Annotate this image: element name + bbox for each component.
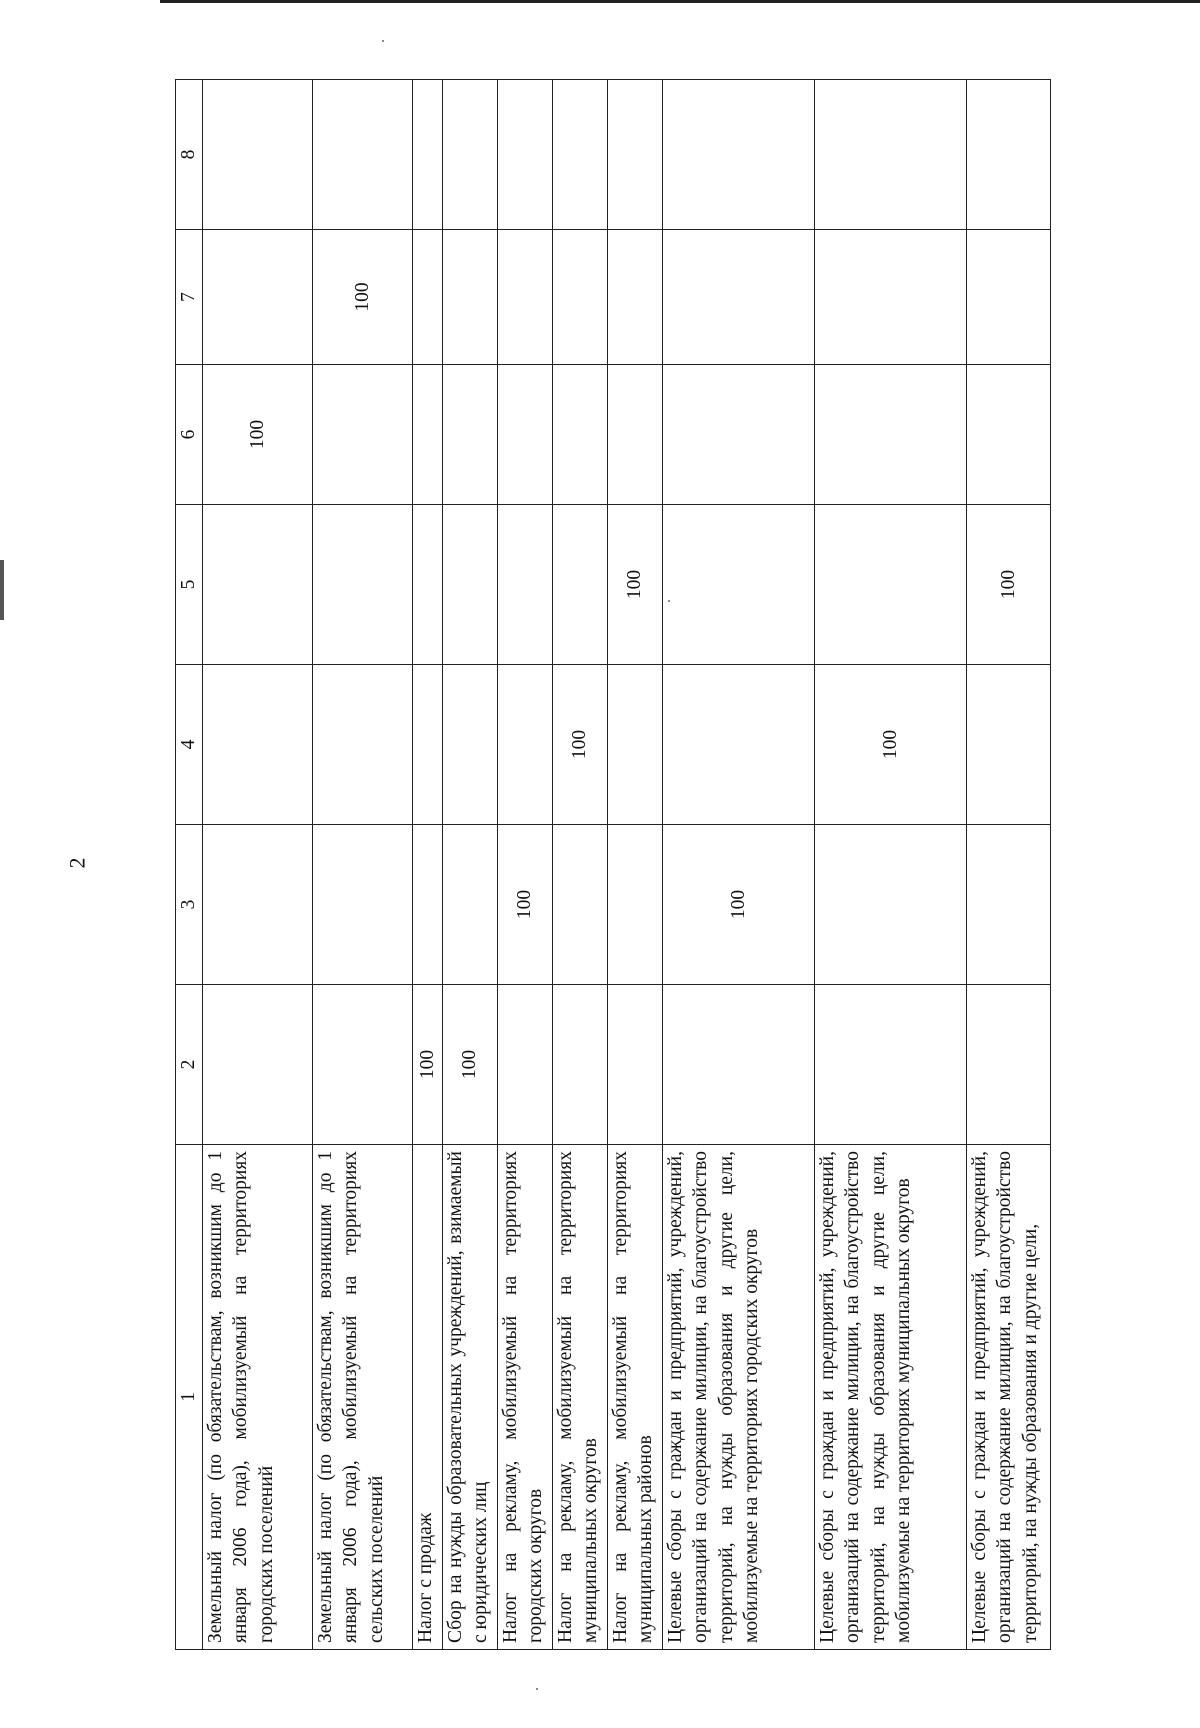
table-row	[815, 80, 967, 1650]
value-cell	[443, 80, 498, 230]
value-cell	[498, 505, 553, 665]
table-row	[413, 80, 443, 1650]
value-cell: 100	[663, 825, 815, 985]
scan-edge-mark	[0, 560, 4, 620]
column-header: 3	[176, 825, 203, 985]
value-cell	[203, 825, 313, 985]
column-header: 2	[176, 985, 203, 1145]
table-row	[663, 80, 815, 1650]
column-header: 5	[176, 505, 203, 665]
value-cell	[313, 80, 413, 230]
column-header: 4	[176, 665, 203, 825]
value-cell	[203, 505, 313, 665]
value-cell: 100	[553, 665, 608, 825]
table-row	[443, 80, 498, 1650]
tax-name-cell: Налог с продаж	[413, 1145, 443, 1650]
value-cell: 100	[413, 985, 443, 1145]
value-cell	[967, 985, 1051, 1145]
value-cell	[815, 230, 967, 365]
value-cell	[443, 825, 498, 985]
table-row	[498, 80, 553, 1650]
value-cell	[663, 230, 815, 365]
tax-name-cell: Сбор на нужды образовательных учреждений, взимаемый с юридических лиц	[443, 1145, 498, 1650]
table-row	[608, 80, 663, 1650]
value-cell: 100	[815, 665, 967, 825]
value-cell	[413, 825, 443, 985]
value-cell	[413, 230, 443, 365]
value-cell: 100	[313, 230, 413, 365]
value-cell	[608, 80, 663, 230]
value-cell	[553, 825, 608, 985]
table-row	[313, 80, 413, 1650]
table-row	[203, 80, 313, 1650]
value-cell	[967, 230, 1051, 365]
tax-name-cell: Налог на рекламу, мобилизуемый на территориях городских округов	[498, 1145, 553, 1650]
value-cell	[498, 985, 553, 1145]
value-cell: 100	[498, 825, 553, 985]
value-cell	[313, 665, 413, 825]
header-row	[176, 80, 203, 1650]
value-cell	[815, 505, 967, 665]
value-cell	[443, 365, 498, 505]
value-cell	[203, 80, 313, 230]
value-cell	[967, 365, 1051, 505]
value-cell	[553, 365, 608, 505]
column-header: 7	[176, 230, 203, 365]
value-cell	[313, 505, 413, 665]
value-cell	[967, 825, 1051, 985]
value-cell	[498, 365, 553, 505]
tax-name-cell: Целевые сборы с граждан и предприятий, учреждений, организаций на содержание милиции, на благоустройство территорий, на нужды образования и другие цели,	[967, 1145, 1051, 1650]
value-cell	[413, 665, 443, 825]
scan-speck	[382, 40, 384, 42]
tax-name-cell: Земельный налог (по обязательствам, возникшим до 1 января 2006 года), мобилизуемый на территориях сельских поселений	[313, 1145, 413, 1650]
value-cell	[553, 985, 608, 1145]
value-cell: 100	[967, 505, 1051, 665]
value-cell	[443, 230, 498, 365]
value-cell	[498, 80, 553, 230]
value-cell	[663, 80, 815, 230]
scan-top-border	[160, 0, 1200, 3]
tax-name-cell: Целевые сборы с граждан и предприятий, учреждений, организаций на содержание милиции, на благоустройство территорий, на нужды образования и другие цели, мобилизуемые на территориях городских округов	[663, 1145, 815, 1650]
value-cell	[443, 665, 498, 825]
tax-name-cell: Целевые сборы с граждан и предприятий, учреждений, организаций на содержание милиции, на благоустройство территорий, на нужды образования и другие цели, мобилизуемые на территориях муниципальных округов	[815, 1145, 967, 1650]
value-cell	[413, 505, 443, 665]
value-cell	[608, 365, 663, 505]
value-cell	[553, 505, 608, 665]
value-cell	[498, 665, 553, 825]
page-number: 2	[64, 857, 90, 869]
value-cell	[663, 505, 815, 665]
value-cell	[313, 365, 413, 505]
value-cell	[663, 665, 815, 825]
scan-speck	[536, 1688, 538, 1690]
table-row	[967, 80, 1051, 1650]
rotated-table-sheet	[175, 80, 1041, 1650]
value-cell	[443, 505, 498, 665]
tax-name-cell: Земельный налог (по обязательствам, возникшим до 1 января 2006 года), мобилизуемый на территориях городских поселений	[203, 1145, 313, 1650]
value-cell	[413, 80, 443, 230]
value-cell	[967, 665, 1051, 825]
column-header: 8	[176, 80, 203, 230]
table-row	[553, 80, 608, 1650]
value-cell	[203, 665, 313, 825]
value-cell	[553, 80, 608, 230]
value-cell	[313, 985, 413, 1145]
column-header: 6	[176, 365, 203, 505]
value-cell	[815, 80, 967, 230]
tax-distribution-table	[175, 79, 1051, 1650]
value-cell	[967, 80, 1051, 230]
value-cell	[498, 230, 553, 365]
value-cell	[815, 825, 967, 985]
value-cell	[203, 985, 313, 1145]
value-cell	[815, 365, 967, 505]
tax-name-cell: Налог на рекламу, мобилизуемый на территориях муниципальных округов	[553, 1145, 608, 1650]
value-cell	[313, 825, 413, 985]
value-cell: 100	[608, 505, 663, 665]
value-cell	[608, 230, 663, 365]
value-cell	[203, 230, 313, 365]
column-header: 1	[176, 1145, 203, 1650]
tax-name-cell: Налог на рекламу, мобилизуемый на территориях муниципальных районов	[608, 1145, 663, 1650]
value-cell	[553, 230, 608, 365]
value-cell	[608, 665, 663, 825]
value-cell: 100	[203, 365, 313, 505]
value-cell: 100	[443, 985, 498, 1145]
value-cell	[608, 985, 663, 1145]
value-cell	[663, 365, 815, 505]
value-cell	[608, 825, 663, 985]
value-cell	[663, 985, 815, 1145]
value-cell	[413, 365, 443, 505]
value-cell	[815, 985, 967, 1145]
